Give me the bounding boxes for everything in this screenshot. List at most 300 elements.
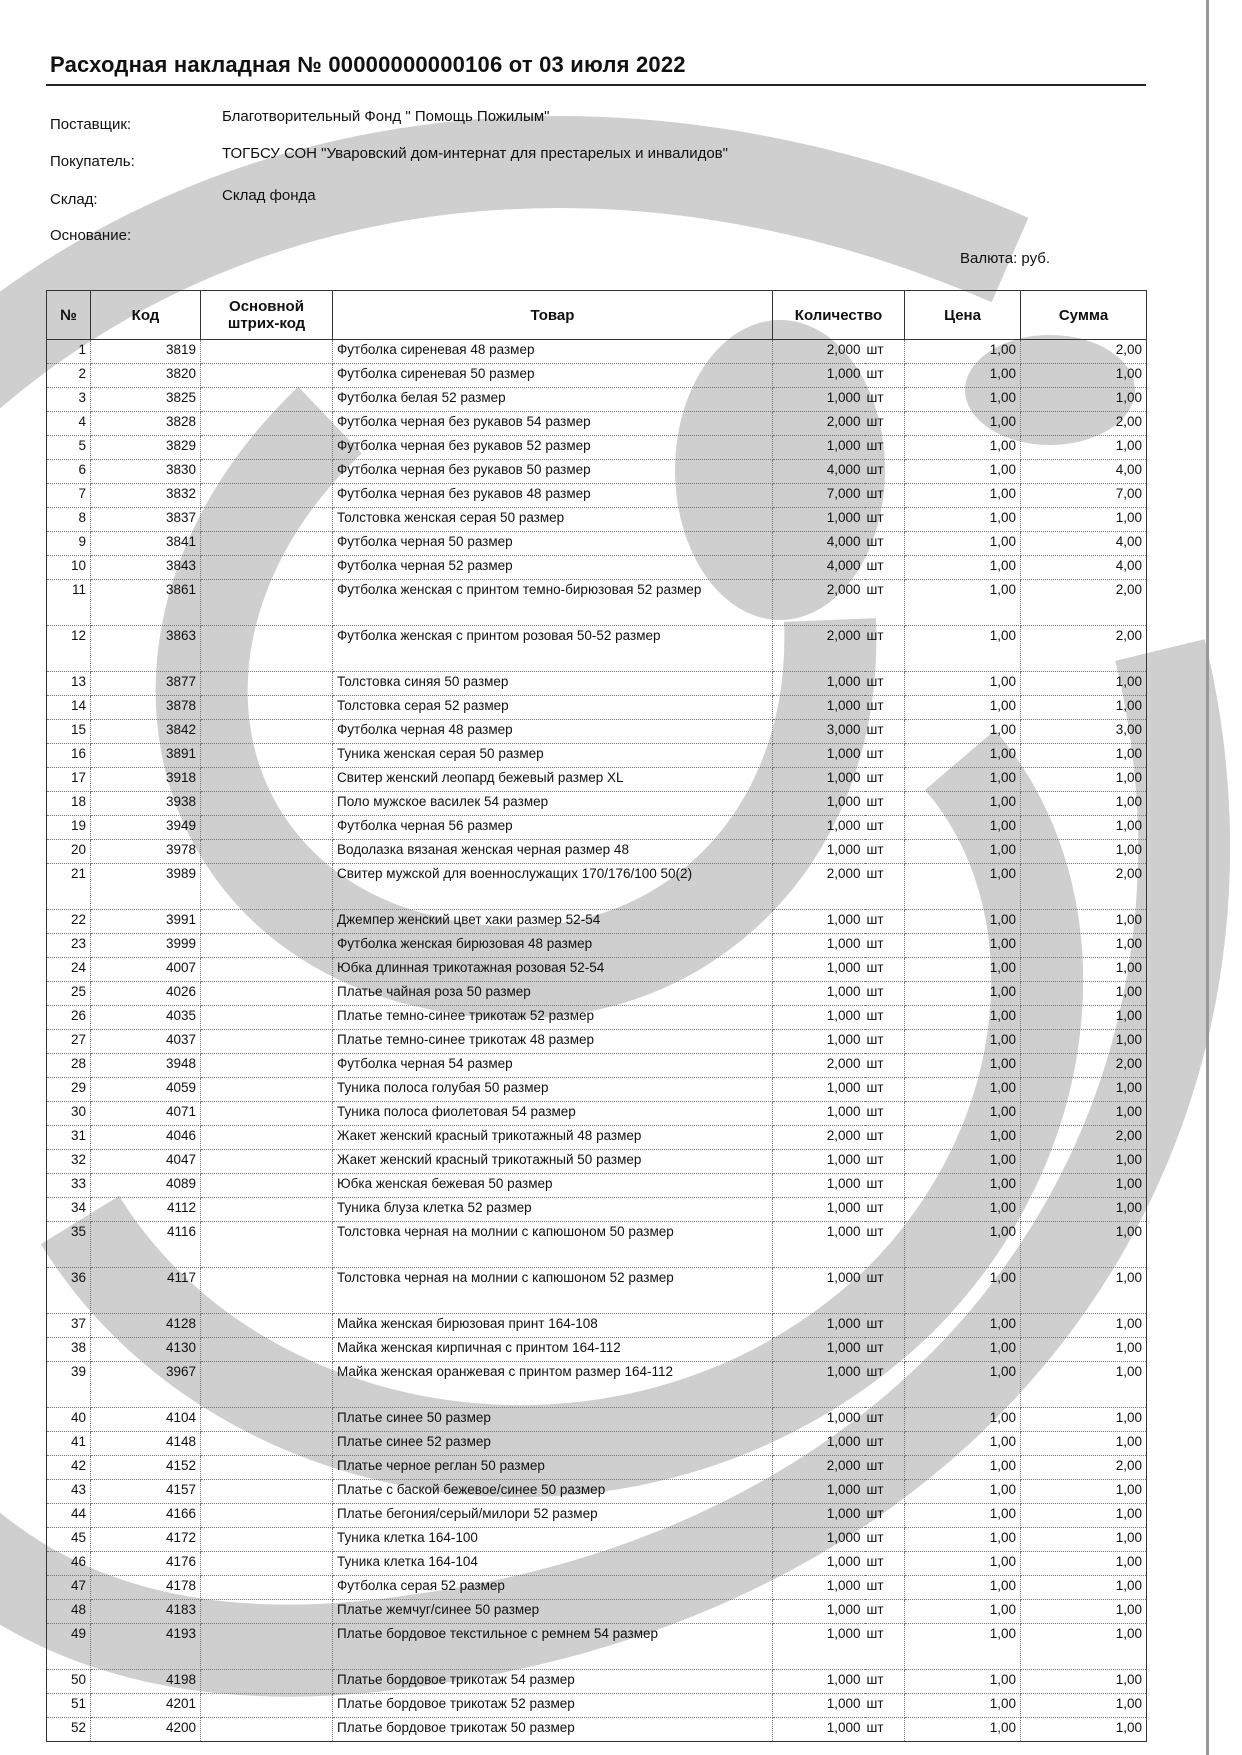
row-price: 1,00	[905, 1222, 1021, 1268]
col-header-barcode: Основной штрих-код	[201, 291, 333, 340]
row-barcode	[201, 1624, 333, 1670]
row-code: 3989	[91, 864, 201, 910]
row-number: 37	[47, 1314, 91, 1338]
row-item: Туника полоса фиолетовая 54 размер	[333, 1102, 773, 1126]
row-qty: 1,000	[773, 1504, 865, 1528]
row-code: 3967	[91, 1362, 201, 1408]
row-unit: шт	[865, 1576, 905, 1600]
row-sum: 1,00	[1021, 388, 1147, 412]
row-number: 2	[47, 364, 91, 388]
row-item: Джемпер женский цвет хаки размер 52-54	[333, 910, 773, 934]
row-sum: 1,00	[1021, 508, 1147, 532]
row-unit: шт	[865, 982, 905, 1006]
row-price: 1,00	[905, 816, 1021, 840]
row-item: Юбка женская бежевая 50 размер	[333, 1174, 773, 1198]
row-qty: 1,000	[773, 696, 865, 720]
table-row	[47, 696, 1147, 720]
row-code: 3832	[91, 484, 201, 508]
row-unit: шт	[865, 626, 905, 672]
row-barcode	[201, 532, 333, 556]
row-sum: 1,00	[1021, 792, 1147, 816]
table-row	[47, 1030, 1147, 1054]
row-item: Футболка сиреневая 50 размер	[333, 364, 773, 388]
row-qty: 1,000	[773, 1624, 865, 1670]
row-number: 12	[47, 626, 91, 672]
page-title: Расходная накладная № 00000000000106 от 03 июля 2022	[50, 52, 686, 77]
basis-label: Основание:	[50, 227, 132, 244]
row-price: 1,00	[905, 340, 1021, 364]
row-sum: 1,00	[1021, 1362, 1147, 1408]
row-barcode	[201, 720, 333, 744]
row-qty: 1,000	[773, 1576, 865, 1600]
row-number: 6	[47, 460, 91, 484]
row-unit: шт	[865, 1006, 905, 1030]
row-number: 27	[47, 1030, 91, 1054]
row-code: 3825	[91, 388, 201, 412]
row-unit: шт	[865, 910, 905, 934]
row-unit: шт	[865, 1480, 905, 1504]
row-qty: 1,000	[773, 1268, 865, 1314]
row-unit: шт	[865, 816, 905, 840]
row-unit: шт	[865, 1624, 905, 1670]
row-item: Футболка черная 52 размер	[333, 556, 773, 580]
row-code: 3842	[91, 720, 201, 744]
row-number: 45	[47, 1528, 91, 1552]
row-price: 1,00	[905, 792, 1021, 816]
row-item: Майка женская бирюзовая принт 164-108	[333, 1314, 773, 1338]
table-row	[47, 1456, 1147, 1480]
table-row	[47, 934, 1147, 958]
row-code: 4128	[91, 1314, 201, 1338]
row-unit: шт	[865, 556, 905, 580]
row-qty: 4,000	[773, 556, 865, 580]
table-row	[47, 1126, 1147, 1150]
row-unit: шт	[865, 1694, 905, 1718]
row-number: 7	[47, 484, 91, 508]
row-qty: 1,000	[773, 982, 865, 1006]
row-sum: 1,00	[1021, 744, 1147, 768]
row-qty: 1,000	[773, 816, 865, 840]
row-code: 4037	[91, 1030, 201, 1054]
row-item: Платье темно-синее трикотаж 48 размер	[333, 1030, 773, 1054]
items-table	[46, 290, 1147, 1742]
row-number: 32	[47, 1150, 91, 1174]
row-price: 1,00	[905, 958, 1021, 982]
row-qty: 2,000	[773, 1054, 865, 1078]
col-header-num: №	[47, 291, 91, 340]
row-item: Футболка женская с принтом темно-бирюзовая 52 размер	[333, 580, 773, 626]
table-row	[47, 484, 1147, 508]
row-number: 22	[47, 910, 91, 934]
row-number: 5	[47, 436, 91, 460]
row-barcode	[201, 934, 333, 958]
row-item: Толстовка женская серая 50 размер	[333, 508, 773, 532]
row-unit: шт	[865, 340, 905, 364]
row-unit: шт	[865, 768, 905, 792]
table-row	[47, 412, 1147, 436]
row-qty: 1,000	[773, 1718, 865, 1742]
row-price: 1,00	[905, 1528, 1021, 1552]
row-sum: 1,00	[1021, 1576, 1147, 1600]
row-barcode	[201, 508, 333, 532]
table-row	[47, 580, 1147, 626]
row-item: Платье черное реглан 50 размер	[333, 1456, 773, 1480]
row-sum: 1,00	[1021, 1198, 1147, 1222]
row-qty: 4,000	[773, 532, 865, 556]
row-number: 19	[47, 816, 91, 840]
row-unit: шт	[865, 1078, 905, 1102]
table-row	[47, 1670, 1147, 1694]
row-unit: шт	[865, 1054, 905, 1078]
col-header-qty: Количество	[773, 291, 905, 340]
row-barcode	[201, 1150, 333, 1174]
row-qty: 7,000	[773, 484, 865, 508]
row-barcode	[201, 1006, 333, 1030]
row-price: 1,00	[905, 1456, 1021, 1480]
row-price: 1,00	[905, 1030, 1021, 1054]
row-price: 1,00	[905, 1600, 1021, 1624]
table-row	[47, 388, 1147, 412]
row-sum: 1,00	[1021, 672, 1147, 696]
row-number: 34	[47, 1198, 91, 1222]
row-price: 1,00	[905, 1552, 1021, 1576]
row-qty: 1,000	[773, 1102, 865, 1126]
row-barcode	[201, 484, 333, 508]
row-code: 4026	[91, 982, 201, 1006]
row-sum: 1,00	[1021, 1408, 1147, 1432]
row-barcode	[201, 672, 333, 696]
row-number: 26	[47, 1006, 91, 1030]
row-price: 1,00	[905, 1126, 1021, 1150]
row-unit: шт	[865, 1456, 905, 1480]
warehouse-label: Склад:	[50, 191, 98, 208]
table-row	[47, 1102, 1147, 1126]
row-sum: 1,00	[1021, 1552, 1147, 1576]
row-item: Футболка черная 56 размер	[333, 816, 773, 840]
row-barcode	[201, 1552, 333, 1576]
row-qty: 1,000	[773, 1222, 865, 1268]
row-price: 1,00	[905, 580, 1021, 626]
row-number: 13	[47, 672, 91, 696]
row-unit: шт	[865, 1150, 905, 1174]
table-row	[47, 744, 1147, 768]
row-number: 52	[47, 1718, 91, 1742]
row-number: 48	[47, 1600, 91, 1624]
row-item: Футболка черная 48 размер	[333, 720, 773, 744]
row-item: Футболка черная 54 размер	[333, 1054, 773, 1078]
row-sum: 1,00	[1021, 982, 1147, 1006]
row-qty: 1,000	[773, 1600, 865, 1624]
table-row	[47, 1480, 1147, 1504]
col-header-price: Цена	[905, 291, 1021, 340]
row-code: 3830	[91, 460, 201, 484]
row-code: 4112	[91, 1198, 201, 1222]
row-sum: 2,00	[1021, 626, 1147, 672]
row-barcode	[201, 840, 333, 864]
table-row	[47, 1624, 1147, 1670]
row-price: 1,00	[905, 840, 1021, 864]
row-item: Платье бордовое трикотаж 52 размер	[333, 1694, 773, 1718]
table-row	[47, 532, 1147, 556]
row-price: 1,00	[905, 1006, 1021, 1030]
row-unit: шт	[865, 484, 905, 508]
row-price: 1,00	[905, 934, 1021, 958]
row-unit: шт	[865, 934, 905, 958]
row-qty: 1,000	[773, 508, 865, 532]
row-item: Толстовка серая 52 размер	[333, 696, 773, 720]
row-number: 1	[47, 340, 91, 364]
row-item: Платье жемчуг/синее 50 размер	[333, 1600, 773, 1624]
supplier-value: Благотворительный Фонд " Помощь Пожилым"	[222, 108, 550, 125]
row-qty: 2,000	[773, 1126, 865, 1150]
row-barcode	[201, 1126, 333, 1150]
row-item: Футболка белая 52 размер	[333, 388, 773, 412]
row-sum: 4,00	[1021, 460, 1147, 484]
row-code: 3891	[91, 744, 201, 768]
row-qty: 2,000	[773, 1456, 865, 1480]
row-price: 1,00	[905, 1576, 1021, 1600]
row-sum: 4,00	[1021, 532, 1147, 556]
table-row	[47, 1006, 1147, 1030]
row-item: Футболка женская бирюзовая 48 размер	[333, 934, 773, 958]
row-unit: шт	[865, 1362, 905, 1408]
row-sum: 2,00	[1021, 580, 1147, 626]
table-row	[47, 1362, 1147, 1408]
row-unit: шт	[865, 388, 905, 412]
row-barcode	[201, 792, 333, 816]
row-qty: 1,000	[773, 436, 865, 460]
row-barcode	[201, 556, 333, 580]
row-item: Туника блуза клетка 52 размер	[333, 1198, 773, 1222]
row-barcode	[201, 768, 333, 792]
row-barcode	[201, 910, 333, 934]
table-row	[47, 1174, 1147, 1198]
row-unit: шт	[865, 508, 905, 532]
row-unit: шт	[865, 1408, 905, 1432]
row-number: 50	[47, 1670, 91, 1694]
row-number: 35	[47, 1222, 91, 1268]
row-sum: 4,00	[1021, 556, 1147, 580]
table-row	[47, 720, 1147, 744]
row-item: Толстовка черная на молнии с капюшоном 50 размер	[333, 1222, 773, 1268]
table-row	[47, 460, 1147, 484]
row-code: 3863	[91, 626, 201, 672]
table-row	[47, 1054, 1147, 1078]
row-number: 49	[47, 1624, 91, 1670]
title-divider	[46, 84, 1146, 86]
row-number: 29	[47, 1078, 91, 1102]
row-number: 10	[47, 556, 91, 580]
row-sum: 1,00	[1021, 1624, 1147, 1670]
row-unit: шт	[865, 412, 905, 436]
row-code: 3819	[91, 340, 201, 364]
row-item: Платье бегония/серый/милори 52 размер	[333, 1504, 773, 1528]
row-sum: 1,00	[1021, 958, 1147, 982]
row-price: 1,00	[905, 412, 1021, 436]
row-number: 28	[47, 1054, 91, 1078]
row-qty: 3,000	[773, 720, 865, 744]
row-number: 46	[47, 1552, 91, 1576]
row-price: 1,00	[905, 672, 1021, 696]
row-qty: 1,000	[773, 1150, 865, 1174]
row-number: 17	[47, 768, 91, 792]
row-item: Футболка сиреневая 48 размер	[333, 340, 773, 364]
row-unit: шт	[865, 696, 905, 720]
row-qty: 1,000	[773, 1670, 865, 1694]
row-price: 1,00	[905, 1054, 1021, 1078]
row-code: 4166	[91, 1504, 201, 1528]
row-barcode	[201, 1576, 333, 1600]
row-qty: 1,000	[773, 1314, 865, 1338]
row-unit: шт	[865, 1268, 905, 1314]
currency-label: Валюта: руб.	[960, 250, 1050, 267]
row-code: 3999	[91, 934, 201, 958]
row-price: 1,00	[905, 1694, 1021, 1718]
row-price: 1,00	[905, 1174, 1021, 1198]
row-item: Туника клетка 164-100	[333, 1528, 773, 1552]
row-barcode	[201, 626, 333, 672]
row-unit: шт	[865, 1338, 905, 1362]
row-price: 1,00	[905, 696, 1021, 720]
row-unit: шт	[865, 1600, 905, 1624]
table-row	[47, 626, 1147, 672]
row-sum: 1,00	[1021, 1718, 1147, 1742]
row-number: 36	[47, 1268, 91, 1314]
row-item: Платье бордовое трикотаж 54 размер	[333, 1670, 773, 1694]
row-number: 42	[47, 1456, 91, 1480]
row-qty: 1,000	[773, 910, 865, 934]
row-barcode	[201, 460, 333, 484]
table-row	[47, 1600, 1147, 1624]
row-item: Футболка серая 52 размер	[333, 1576, 773, 1600]
row-code: 3828	[91, 412, 201, 436]
row-price: 1,00	[905, 1198, 1021, 1222]
row-item: Свитер мужской для военнослужащих 170/176/100 50(2)	[333, 864, 773, 910]
row-code: 4198	[91, 1670, 201, 1694]
row-qty: 1,000	[773, 934, 865, 958]
row-barcode	[201, 1432, 333, 1456]
row-number: 41	[47, 1432, 91, 1456]
row-price: 1,00	[905, 1362, 1021, 1408]
row-barcode	[201, 1456, 333, 1480]
row-number: 21	[47, 864, 91, 910]
row-number: 47	[47, 1576, 91, 1600]
row-price: 1,00	[905, 744, 1021, 768]
row-unit: шт	[865, 744, 905, 768]
row-sum: 1,00	[1021, 1600, 1147, 1624]
row-code: 3877	[91, 672, 201, 696]
row-number: 20	[47, 840, 91, 864]
row-sum: 1,00	[1021, 1078, 1147, 1102]
row-sum: 2,00	[1021, 864, 1147, 910]
row-unit: шт	[865, 792, 905, 816]
row-item: Майка женская оранжевая с принтом размер 164-112	[333, 1362, 773, 1408]
row-unit: шт	[865, 532, 905, 556]
row-price: 1,00	[905, 364, 1021, 388]
row-sum: 1,00	[1021, 1528, 1147, 1552]
row-item: Юбка длинная трикотажная розовая 52-54	[333, 958, 773, 982]
row-qty: 1,000	[773, 1030, 865, 1054]
row-item: Толстовка синяя 50 размер	[333, 672, 773, 696]
row-item: Толстовка черная на молнии с капюшоном 52 размер	[333, 1268, 773, 1314]
row-code: 3841	[91, 532, 201, 556]
row-price: 1,00	[905, 1338, 1021, 1362]
row-barcode	[201, 436, 333, 460]
row-qty: 1,000	[773, 1528, 865, 1552]
row-number: 23	[47, 934, 91, 958]
row-barcode	[201, 1600, 333, 1624]
row-code: 4007	[91, 958, 201, 982]
row-barcode	[201, 816, 333, 840]
warehouse-value: Склад фонда	[222, 187, 316, 204]
row-item: Туника полоса голубая 50 размер	[333, 1078, 773, 1102]
table-row	[47, 910, 1147, 934]
row-code: 4035	[91, 1006, 201, 1030]
table-row	[47, 1504, 1147, 1528]
row-code: 4200	[91, 1718, 201, 1742]
row-number: 39	[47, 1362, 91, 1408]
row-barcode	[201, 1314, 333, 1338]
row-code: 4089	[91, 1174, 201, 1198]
row-barcode	[201, 1054, 333, 1078]
row-qty: 1,000	[773, 1408, 865, 1432]
row-barcode	[201, 864, 333, 910]
row-unit: шт	[865, 1198, 905, 1222]
row-barcode	[201, 1670, 333, 1694]
row-item: Водолазка вязаная женская черная размер 48	[333, 840, 773, 864]
row-price: 1,00	[905, 1408, 1021, 1432]
table-row	[47, 840, 1147, 864]
row-code: 3991	[91, 910, 201, 934]
row-number: 43	[47, 1480, 91, 1504]
row-barcode	[201, 958, 333, 982]
row-price: 1,00	[905, 1078, 1021, 1102]
row-unit: шт	[865, 672, 905, 696]
row-sum: 1,00	[1021, 436, 1147, 460]
row-price: 1,00	[905, 1504, 1021, 1528]
row-barcode	[201, 340, 333, 364]
row-qty: 1,000	[773, 1480, 865, 1504]
row-sum: 3,00	[1021, 720, 1147, 744]
row-unit: шт	[865, 958, 905, 982]
row-number: 33	[47, 1174, 91, 1198]
row-code: 3843	[91, 556, 201, 580]
row-barcode	[201, 1030, 333, 1054]
row-code: 4148	[91, 1432, 201, 1456]
row-code: 3978	[91, 840, 201, 864]
table-row	[47, 816, 1147, 840]
row-item: Платье бордовое текстильное с ремнем 54 размер	[333, 1624, 773, 1670]
row-item: Футболка черная без рукавов 52 размер	[333, 436, 773, 460]
row-code: 4183	[91, 1600, 201, 1624]
row-number: 14	[47, 696, 91, 720]
row-number: 38	[47, 1338, 91, 1362]
row-qty: 1,000	[773, 388, 865, 412]
col-header-code: Код	[91, 291, 201, 340]
row-sum: 1,00	[1021, 1222, 1147, 1268]
table-row	[47, 1576, 1147, 1600]
row-barcode	[201, 1222, 333, 1268]
row-number: 44	[47, 1504, 91, 1528]
row-qty: 2,000	[773, 340, 865, 364]
row-price: 1,00	[905, 1670, 1021, 1694]
row-item: Футболка черная без рукавов 54 размер	[333, 412, 773, 436]
table-row	[47, 1432, 1147, 1456]
row-barcode	[201, 696, 333, 720]
row-qty: 1,000	[773, 672, 865, 696]
row-sum: 1,00	[1021, 934, 1147, 958]
row-unit: шт	[865, 1504, 905, 1528]
